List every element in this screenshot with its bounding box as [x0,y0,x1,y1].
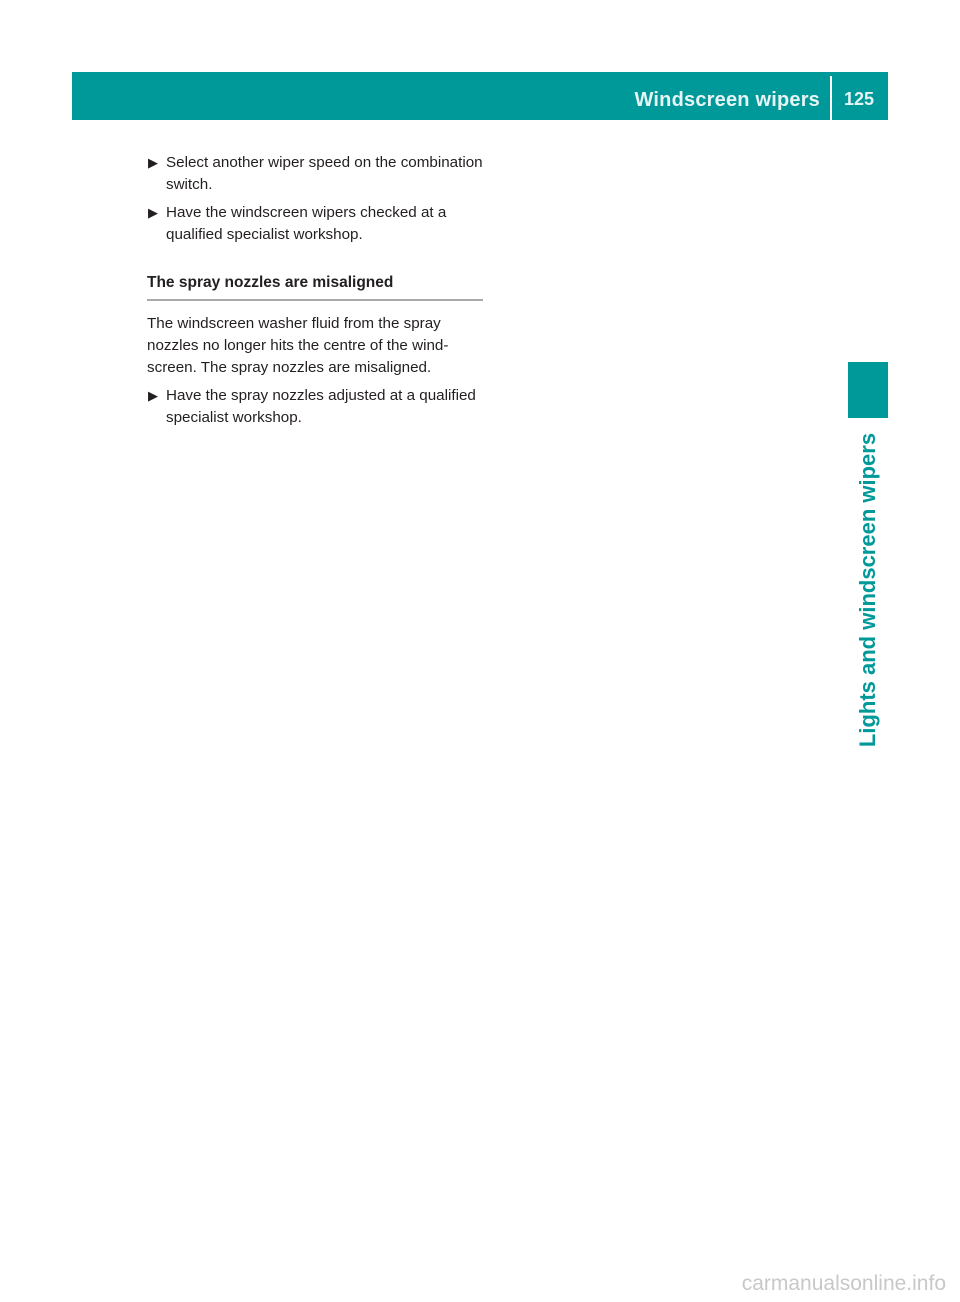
header-bar [72,72,888,120]
step-text: Select another wiper speed on the combination switch. [166,154,483,193]
arrow-right-icon: ▶ [148,155,158,170]
page-number: 125 [844,89,875,109]
header-divider [830,76,832,120]
page-title: Windscreen wipers [634,89,820,111]
step-text: Have the windscreen wipers checked at a qualified specialist workshop. [166,204,447,243]
instruction-step [147,202,483,246]
arrow-right-icon: ▶ [148,388,158,403]
section-tab-label: Lights and windscreen wipers [855,432,880,748]
step-text: Have the spray nozzles adjusted at a qualified specialist workshop. [166,387,476,426]
arrow-right-icon: ▶ [148,205,158,220]
instruction-step [147,152,483,196]
section-heading: The spray nozzles are misaligned [147,272,483,301]
instruction-step [147,385,483,429]
main-content [147,152,483,435]
watermark: carmanualsonline.info [741,1272,946,1295]
body-paragraph: The windscreen washer fluid from the spray nozzles no longer hits the centre of the windscreen. The spray nozzles are misaligned. [147,315,449,376]
section-tab-marker [848,362,888,418]
